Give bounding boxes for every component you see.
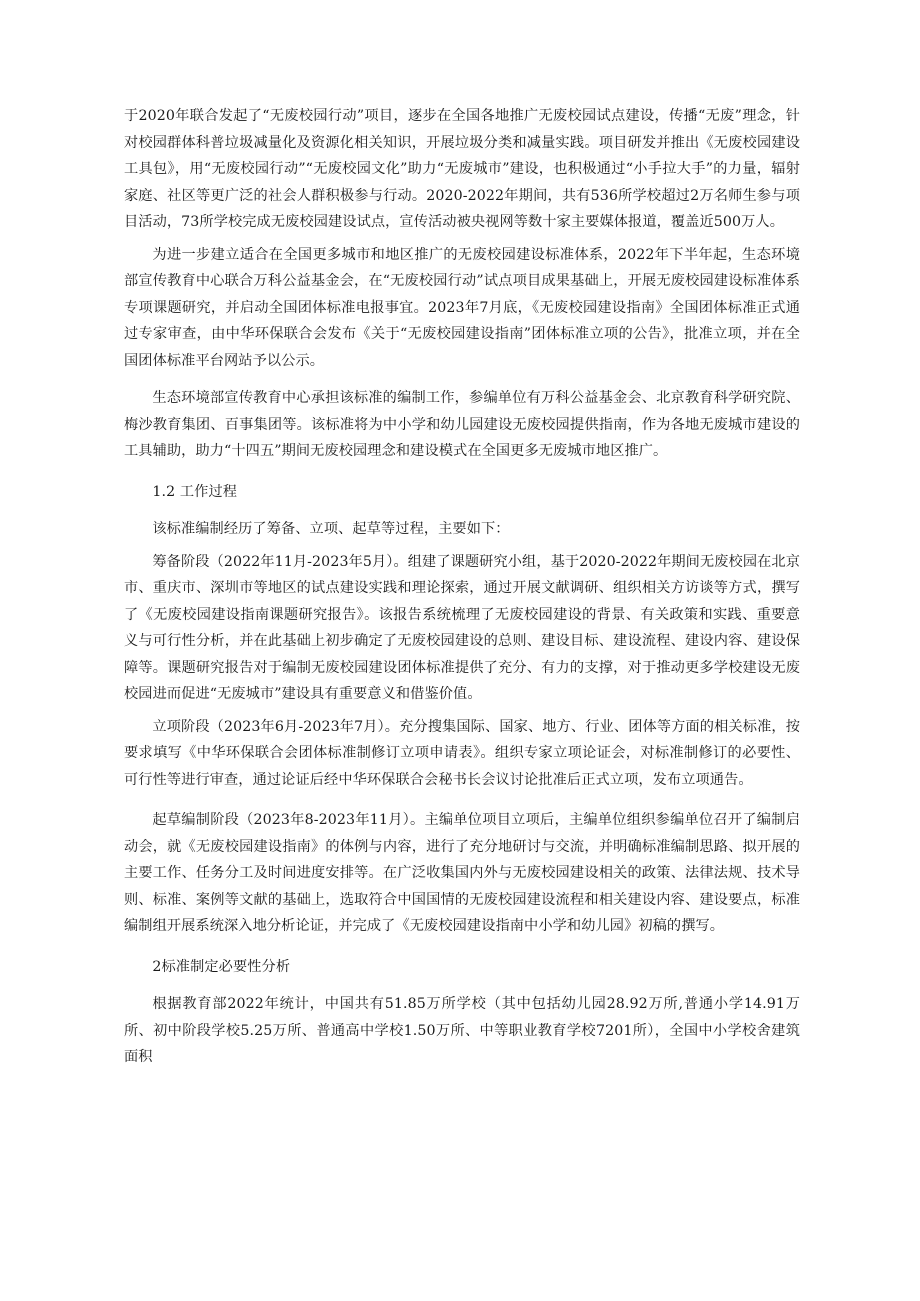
paragraph-school-statistics: 根据教育部2022年统计，中国共有51.85万所学校（其中包括幼儿园28.92万所,普通小学14.91万所、初中阶段学校5.25万所、普通高中学校1.50万所、中等职业教育学校7201所），全国中小学校舍建筑面积 xyxy=(124,996,800,1065)
paragraph-approval-stage: 立项阶段（2023年6月-2023年7月）。充分搜集国际、国家、地方、行业、团体等方面的相关标准，按要求填写《中华环保联合会团体标准制修订立项申请表》。组织专家立项论证会，对标准制修订的必要性、可行性等进行审查，通过论证后经中华环保联合会秘书长会议讨论批准后正式立项，发布立项通告。 xyxy=(124,718,800,788)
paragraph-preparation-stage: 筹备阶段（2022年11月-2023年5月）。组建了课题研究小组，基于2020-2022年期间无废校园在北京市、重庆市、深圳市等地区的试点建设实践和理论探索，通过开展文献调研、组织相关方访谈等方式，撰写了《无废校园建设指南课题研究报告》。该报告系统梳理了无废校园建设的背景、有关政策和实践、重要意义与可行性分析，并在此基础上初步确定了无废校园建设的总则、建设目标、建设流程、建设内容、建设保障等。课题研究报告对于编制无废校园建设团体标准提供了充分、有力的支撑，对于推动更多学校建设无废校园进而促进“无废城市”建设具有重要意义和借鉴价值。 xyxy=(124,553,800,702)
section-heading-work-process: 1.2 工作过程 xyxy=(152,483,238,500)
paragraph-drafting-units: 生态环境部宣传教育中心承担该标准的编制工作，参编单位有万科公益基金会、北京教育科学研究院、梅沙教育集团、百事集团等。该标准将为中小学和幼儿园建设无废校园提供指南，作为各地无废城市建设的工具辅助，助力“十四五”期间无废校园理念和建设模式在全国更多无废城市地区推广。 xyxy=(124,390,800,459)
section-heading-necessity-analysis: 2标准制定必要性分析 xyxy=(152,958,291,975)
paragraph-process-intro: 该标准编制经历了筹备、立项、起草等过程，主要如下： xyxy=(152,521,510,537)
paragraph-project-background: 于2020年联合发起了“无废校园行动”项目，逐步在全国各地推广无废校园试点建设，传播“无废”理念，针对校园群体科普垃圾减量化及资源化相关知识，开展垃圾分类和减量实践。项目研发并推出《无废校园建设工具包》，用“无废校园行动”“无废校园文化”助力“无废城市”建设，也积极通过“小手拉大手”的力量，辐射家庭、社区等更广泛的社会人群积极参与行动。2020-2022年期间，共有536所学校超过2万名师生参与项目活动，73所学校完成无废校园建设试点，宣传活动被央视网等数十家主要媒体报道，覆盖近500万人。 xyxy=(124,108,800,230)
paragraph-drafting-stage: 起草编制阶段（2023年8-2023年11月）。主编单位项目立项后，主编单位组织参编单位召开了编制启动会，就《无废校园建设指南》的体例与内容，进行了充分地研讨与交流，并明确标准编制思路、拟开展的主要工作、任务分工及时间进度安排等。在广泛收集国内外与无废校园建设相关的政策、法律法规、技术导则、标准、案例等文献的基础上，选取符合中国国情的无废校园建设流程和相关建设内容、建设要点，标准编制组开展系统深入地分析论证，并完成了《无废校园建设指南中小学和幼儿园》初稿的撰写。 xyxy=(124,812,800,934)
paragraph-standard-system: 为进一步建立适合在全国更多城市和地区推广的无废校园建设标准体系，2022年下半年起，生态环境部宣传教育中心联合万科公益基金会，在“无废校园行动”试点项目成果基础上，开展无废校园建设标准体系专项课题研究，并启动全国团体标准电报事宜。2023年7月底，《无废校园建设指南》全国团体标准正式通过专家审查，由中华环保联合会发布《关于“无废校园建设指南”团体标准立项的公告》，批准立项，并在全国团体标准平台网站予以公示。 xyxy=(124,246,800,369)
